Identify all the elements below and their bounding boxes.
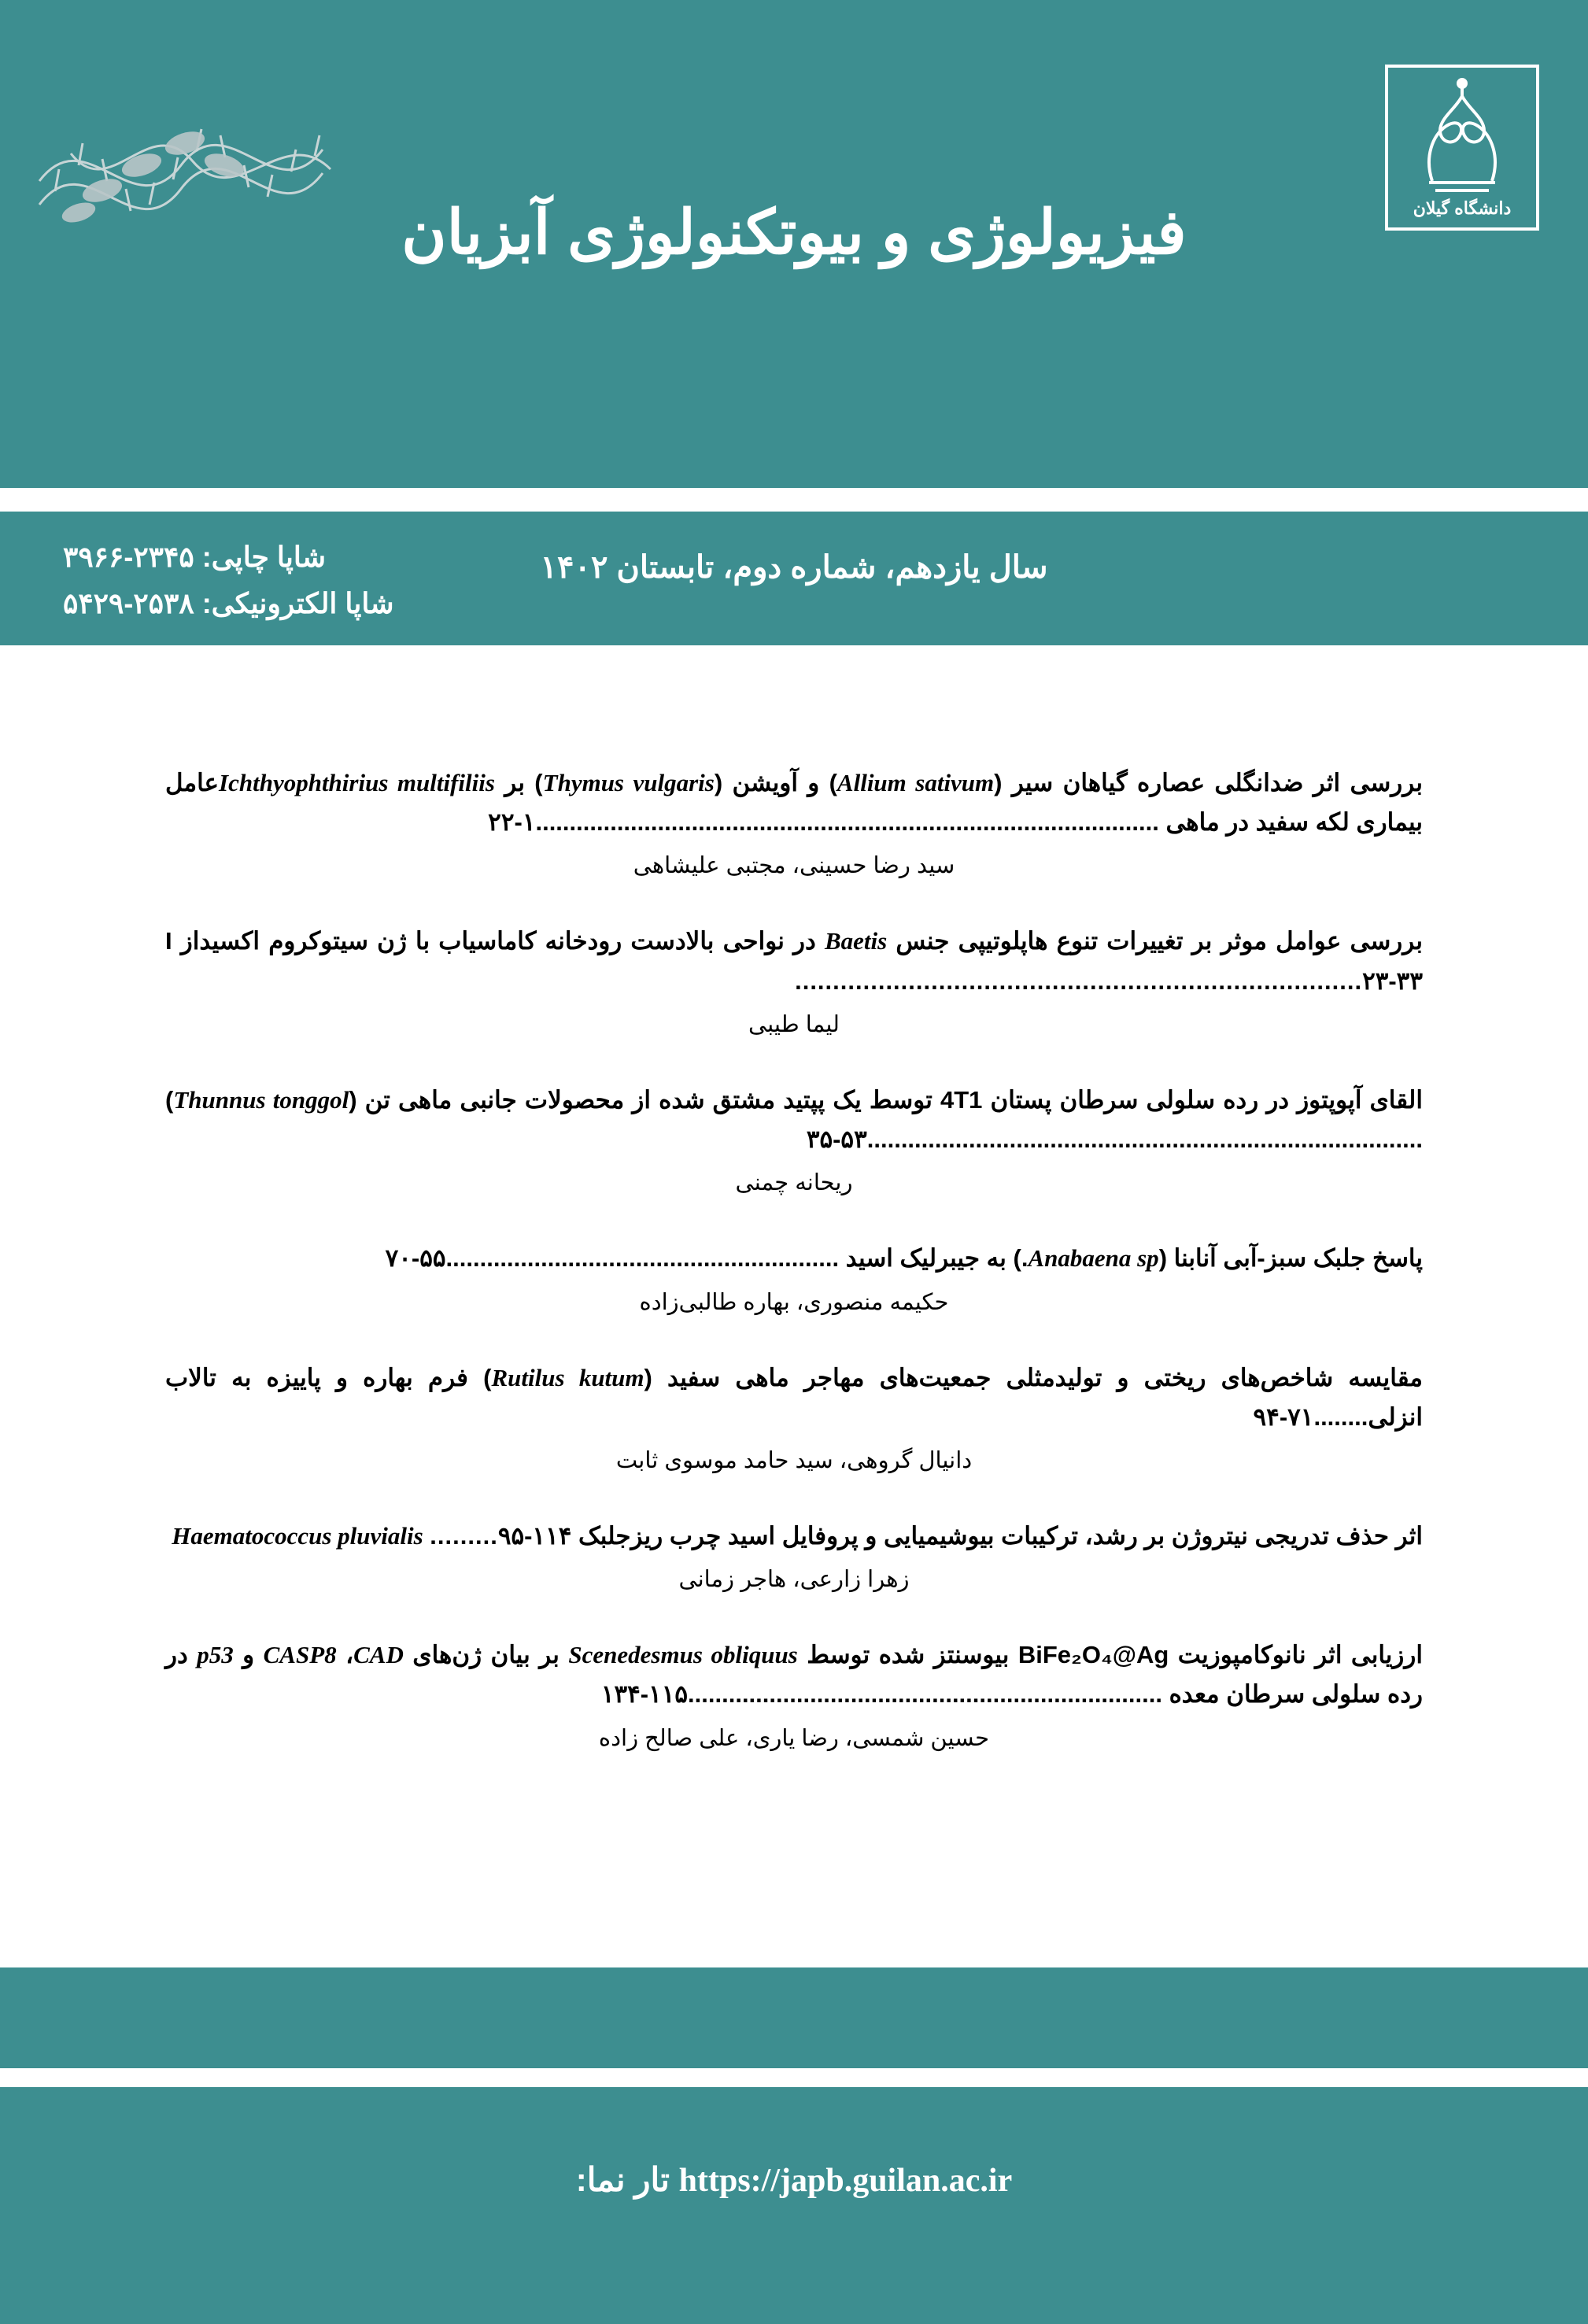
issn-block [63,534,394,627]
journal-title: فیزیولوژی و بیوتکنولوژی آبزیان [401,198,1187,267]
title-latin-name: Rutilus kutum [491,1363,644,1391]
toc-entry[interactable] [165,1081,1423,1196]
title-segment: در رده سلولی سرطان معده [165,1641,1423,1709]
title-latin-name: p53 [197,1641,234,1669]
svg-text:دانشگاه گیلان: دانشگاه گیلان [1413,198,1512,218]
toc-entry-authors: ریحانه چمنی [735,1170,853,1196]
title-latin-name: Thymus vulgaris [542,769,715,796]
footer-band-lower [0,2087,1588,2324]
toc-entry[interactable] [165,1517,1423,1593]
leader-dots: ...................................................................... [688,1680,1162,1709]
title-segment: ) و آویشن ( [714,769,837,796]
title-segment: پاسخ جلبک سبز-آبی آنابنا ( [1158,1244,1423,1273]
title-segment: ) [165,1085,174,1114]
title-segment [423,1522,430,1550]
toc-entry-title [165,1358,1423,1437]
title-latin-name: Anabaena sp [1028,1244,1159,1273]
title-segment: اثر حذف تدریجی نیتروژن بر رشد، ترکیبات بیوشیمیایی و پروفایل اسید چرب ریزجلبک [571,1521,1423,1550]
leader-dots: ............................................................................................ [535,808,1159,837]
page-range: ۱-۲۲ [488,808,536,837]
toc-entry[interactable] [165,1239,1423,1315]
title-latin-name: CASP8 [263,1641,337,1669]
title-segment: در نواحی بالادست رودخانه کاماسیاب با ژن سیتوکروم اکسیداز I [165,927,825,955]
page-range: ۵۵-۷۰ [385,1244,446,1273]
toc-entry-authors: حکیمه منصوری، بهاره طالبی‌زاده [639,1289,949,1315]
title-segment: ، [336,1641,354,1669]
issn-electronic: شاپا الکترونیکی: ۲۵۳۸-۵۴۲۹ [63,587,394,620]
band-separator [0,488,1588,512]
title-segment: ارزیابی اثر نانوکامپوزیت BiFe₂O₄@Ag بیوسنتز شده توسط [797,1641,1423,1669]
page-range: ۷۱-۹۴ [1253,1402,1314,1431]
title-segment: ) فرم بهاره و پاییزه به تالاب انزلی [165,1363,1423,1431]
title-latin-name: Ichthyophthirius multifiliis [219,769,495,796]
title-latin-name: Allium sativum [836,769,995,796]
toc-entry-title [165,1239,1423,1278]
page-range: ۹۵-۱۱۴ [497,1521,572,1550]
page-range: ۱۱۵-۱۳۴ [600,1680,689,1709]
website-url[interactable]: https://japb.guilan.ac.ir [678,2163,1013,2199]
toc-entry-title [165,1081,1423,1159]
leader-dots: ......... [430,1521,498,1550]
title-segment: القای آپوپتوز در رده سلولی سرطان پستان 4T1 توسط یک پپتید مشتق شده از محصولات جانبی ماهی تن ( [349,1085,1423,1114]
title-latin-name: Scenedesmus obliquus [568,1641,798,1669]
leader-dots: ........................................................................... [795,966,1363,995]
toc-entry[interactable] [165,1358,1423,1474]
website-line [0,2160,1588,2200]
toc-entry-title [165,763,1423,842]
page-range: ۳۵-۵۳ [806,1125,867,1154]
title-segment: مقایسه شاخص‌های ریختی و تولیدمثلی جمعیت‌های مهاجر ماهی سفید ( [644,1363,1424,1391]
title-segment: ) بر [494,769,543,796]
issue-line: سال یازدهم، شماره دوم، تابستان ۱۴۰۲ [540,550,1048,585]
toc-entry-authors: حسین شمسی، رضا یاری، علی صالح زاده [598,1725,990,1751]
title-latin-name: Thunnus tonggol [173,1085,349,1114]
title-segment: و [233,1641,264,1669]
toc-entry-title [165,1517,1423,1556]
title-segment: عامل بیماری لکه سفید در ماهی [165,769,1423,837]
title-segment: بررسی عوامل موثر بر تغییرات تنوع هاپلوتیپی جنس [887,927,1424,955]
toc-list [165,763,1423,1794]
title-segment: .) به جیبرلیک اسید [839,1244,1029,1273]
toc-entry[interactable] [165,763,1423,879]
toc-entry[interactable] [165,1635,1423,1751]
title-segment: بررسی اثر ضدانگلی عصاره گیاهان سیر ( [994,769,1424,796]
footer-band-upper [0,1967,1588,2068]
toc-entry-authors: لیما طیبی [748,1011,840,1037]
page-range: ۲۳-۳۳ [1362,966,1423,995]
leader-dots: ........ [1313,1402,1368,1431]
toc-entry-authors: سید رضا حسینی، مجتبی علیشاهی [633,853,955,879]
title-latin-name: Haematococcus pluvialis [172,1521,423,1550]
title-segment: بر بیان ژن‌های [403,1641,569,1669]
title-latin-name: CAD [353,1641,404,1669]
issue-banner [0,512,1588,645]
leader-dots: .................................................................................. [866,1125,1423,1154]
footer-band-separator [0,2068,1588,2087]
toc-entry-title [165,922,1423,1000]
table-of-contents-area [0,677,1588,1967]
toc-entry-authors: دانیال گروهی، سید حامد موسوی ثابت [615,1447,973,1473]
header-banner [0,0,1588,488]
toc-entry[interactable] [165,922,1423,1037]
title-latin-name: Baetis [824,927,888,955]
toc-entry-authors: زهرا زارعی، هاجر زمانی [678,1567,910,1593]
toc-entry-title [165,1635,1423,1714]
issn-print: شاپا چاپی: ۲۳۴۵-۳۹۶۶ [63,541,327,573]
leader-dots: .......................................................... [445,1244,840,1273]
website-label: تار نما: [575,2161,670,2198]
